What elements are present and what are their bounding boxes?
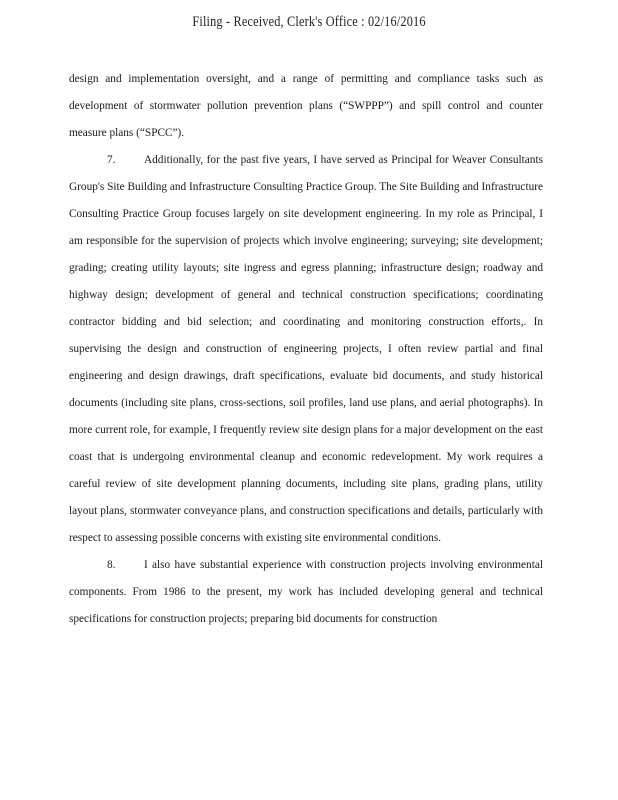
filing-stamp: Filing - Received, Clerk's Office : 02/16/2016: [192, 14, 426, 30]
document-body: [69, 66, 543, 633]
paragraph-text: design and implementation oversight, and a range of permitting and compliance tasks such as development of stormwater pollution prevention plans (“SWPPP”) and spill control and counter measure plans (“SPCC”).: [69, 73, 543, 139]
paragraph-8: [69, 552, 543, 633]
paragraph-number: 8.: [107, 559, 116, 571]
paragraph-7: [69, 147, 543, 552]
paragraph-text: Additionally, for the past five years, I have served as Principal for Weaver Consultants Group's Site Building and Infrastructure Consulting Practice Group. The Site Building and Infrastructure Consulting Practice Group focuses largely on site development engineering. In my role as Principal, I am responsible for the supervision of projects which involve engineering; surveying; site development; grading; creating utility layouts; site ingress and egress planning; infrastructure design; roadway and highway design; development of general and technical construction specifications; coordinating contractor bidding and bid selection; and coordinating and monitoring construction efforts,. In supervising the design and construction of engineering projects, I often review partial and final engineering and design drawings, draft specifications, evaluate bid documents, and study historical documents (including site plans, cross-sections, soil profiles, land use plans, and aerial photographs). In more current role, for example, I frequently review site design plans for a major development on the east coast that is undergoing environmental cleanup and economic redevelopment. My work requires a careful review of site development planning documents, including site plans, grading plans, utility layout plans, stormwater conveyance plans, and construction specifications and details, particularly with respect to assessing possible concerns with existing site environmental conditions.: [69, 154, 544, 544]
paragraph-text: I also have substantial experience with construction projects involving environmental components. From 1986 to the present, my work has included developing general and technical specifications for construction projects; preparing bid documents for construction: [69, 559, 543, 625]
paragraph-number: 7.: [107, 154, 116, 166]
paragraph-continued: [69, 66, 543, 147]
